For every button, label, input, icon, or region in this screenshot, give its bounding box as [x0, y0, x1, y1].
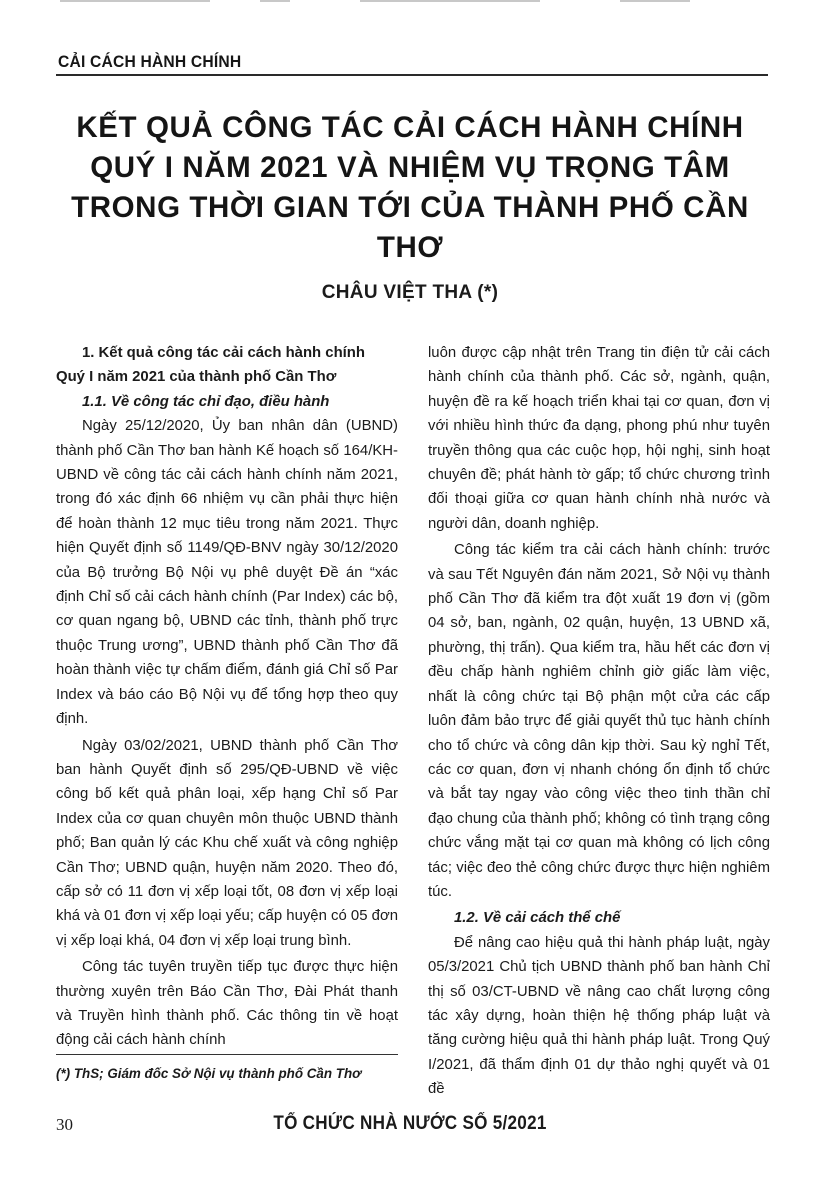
title-line: QUÝ I NĂM 2021 VÀ NHIỆM VỤ TRỌNG TÂM — [90, 151, 730, 184]
section-label: CẢI CÁCH HÀNH CHÍNH — [58, 52, 242, 71]
paragraph-continued: luôn được cập nhật trên Trang tin điện tử cải cách hành chính của thành phố. Các sở, ngành, quận, huyện đề ra kế hoạch triển khai tại cơ quan, đơn vị với nhiều hình thức đa dạng, phong phú như tuyên truyền thông qua các cuộc họp, hội nghị, sinh hoạt chuyên đề; phát hành tờ gấp; tổ chức chương trình đối thoại giữa cơ quan hành chính nhà nước và người dân, doanh nghiệp. — [428, 345, 770, 532]
paragraph: Ngày 25/12/2020, Ủy ban nhân dân (UBND) thành phố Cần Thơ ban hành Kế hoạch số 164/KH-UBND về công tác cải cách hành chính năm 2021, trong đó xác định 66 nhiệm vụ cần phải thực hiện để hoàn thành 12 mục tiêu trong năm 2021. Thực hiện Quyết định số 1149/QĐ-BNV ngày 30/12/2020 của Bộ trưởng Bộ Nội vụ phê duyệt Đề án “xác định Chỉ số cải cách hành chính (Par Index) các bộ, cơ quan ngang bộ, UBND các tỉnh, thành phố trực thuộc Trung ương”, UBND thành phố Cần Thơ đã hoàn thành việc tự chấm điểm, đánh giá Chỉ số Par Index và báo cáo Bộ Nội vụ để tổng hợp theo quy định. — [56, 418, 398, 728]
paragraph: Ngày 03/02/2021, UBND thành phố Cần Thơ ban hành Quyết định số 295/QĐ-UBND về việc công bố kết quả phân loại, xếp hạng Chỉ số Par Index của cơ quan chuyên môn thuộc UBND thành phố; Ban quản lý các Khu chế xuất và công nghiệp Cần Thơ; UBND quận, huyện năm 2020. Theo đó, cấp sở có 11 đơn vị xếp loại tốt, 08 đơn vị xếp loại khá và 01 đơn vị xếp loại yếu; cấp huyện có 05 đơn vị xếp loại khá, 04 đơn vị xếp loại trung bình. — [56, 737, 398, 949]
section-divider — [56, 74, 768, 76]
paragraph: Công tác tuyên truyền tiếp tục được thực hiện thường xuyên trên Báo Cần Thơ, Đài Phát thanh và Truyền hình thành phố. Các thông tin về hoạt động cải cách hành chính — [56, 959, 398, 1049]
footnote: (*) ThS; Giám đốc Sở Nội vụ thành phố Cần Thơ — [56, 1066, 362, 1081]
scan-edge-marks — [60, 0, 760, 3]
right-column — [428, 341, 770, 1104]
heading-section-1-2: 1.2. Về cải cách thể chế — [454, 910, 621, 927]
left-column — [56, 341, 398, 1055]
paragraph: Để nâng cao hiệu quả thi hành pháp luật, ngày 05/3/2021 Chủ tịch UBND thành phố ban hành Chỉ thị số 03/CT-UBND về nâng cao chất lượng công tác xây dựng, hoàn thiện hệ thống pháp luật và tăng cường hiệu quả thi hành pháp luật. Trong Quý I/2021, đã thẩm định 01 dự thảo nghị quyết và 01 đề — [428, 934, 770, 1098]
paragraph: Công tác kiểm tra cải cách hành chính: trước và sau Tết Nguyên đán năm 2021, Sở Nội vụ thành phố Cần Thơ đã kiểm tra đột xuất 19 đơn vị (gồm 04 sở, ban, ngành, 02 quận, huyện, 13 UBND xã, phường, thị trấn). Qua kiểm tra, hầu hết các đơn vị đều chấp hành nghiêm chỉnh giờ giấc làm việc, nhất là công chức tại Bộ phận một cửa các cấp luôn đảm bảo trực để giải quyết thủ tục hành chính cho tổ chức và công dân kịp thời. Sau kỳ nghỉ Tết, các cơ quan, đơn vị nhanh chóng ổn định tổ chức và bắt tay ngay vào công việc theo tinh thần chỉ đạo chung của thành phố; không có tình trạng công chức vắng mặt tại cơ quan mà không có lịch công tác; việc đeo thẻ công chức được thực hiện nghiêm túc. — [428, 542, 770, 900]
title-line: KẾT QUẢ CÔNG TÁC CẢI CÁCH HÀNH CHÍNH — [76, 111, 744, 144]
heading-section-1-1: 1.1. Về công tác chỉ đạo, điều hành — [82, 393, 330, 410]
journal-footer: TỔ CHỨC NHÀ NƯỚC SỐ 5/2021 — [273, 1113, 547, 1134]
title-line: TRONG THỜI GIAN TỚI CỦA THÀNH PHỐ CẦN THƠ — [71, 191, 749, 264]
page-number: 30 — [56, 1115, 73, 1134]
heading-section-1: 1. Kết quả công tác cải cách hành chính Quý I năm 2021 của thành phố Cần Thơ — [56, 345, 365, 386]
article-title — [40, 108, 780, 268]
footnote-divider — [56, 1054, 398, 1055]
author-byline: CHÂU VIỆT THA (*) — [321, 282, 499, 303]
